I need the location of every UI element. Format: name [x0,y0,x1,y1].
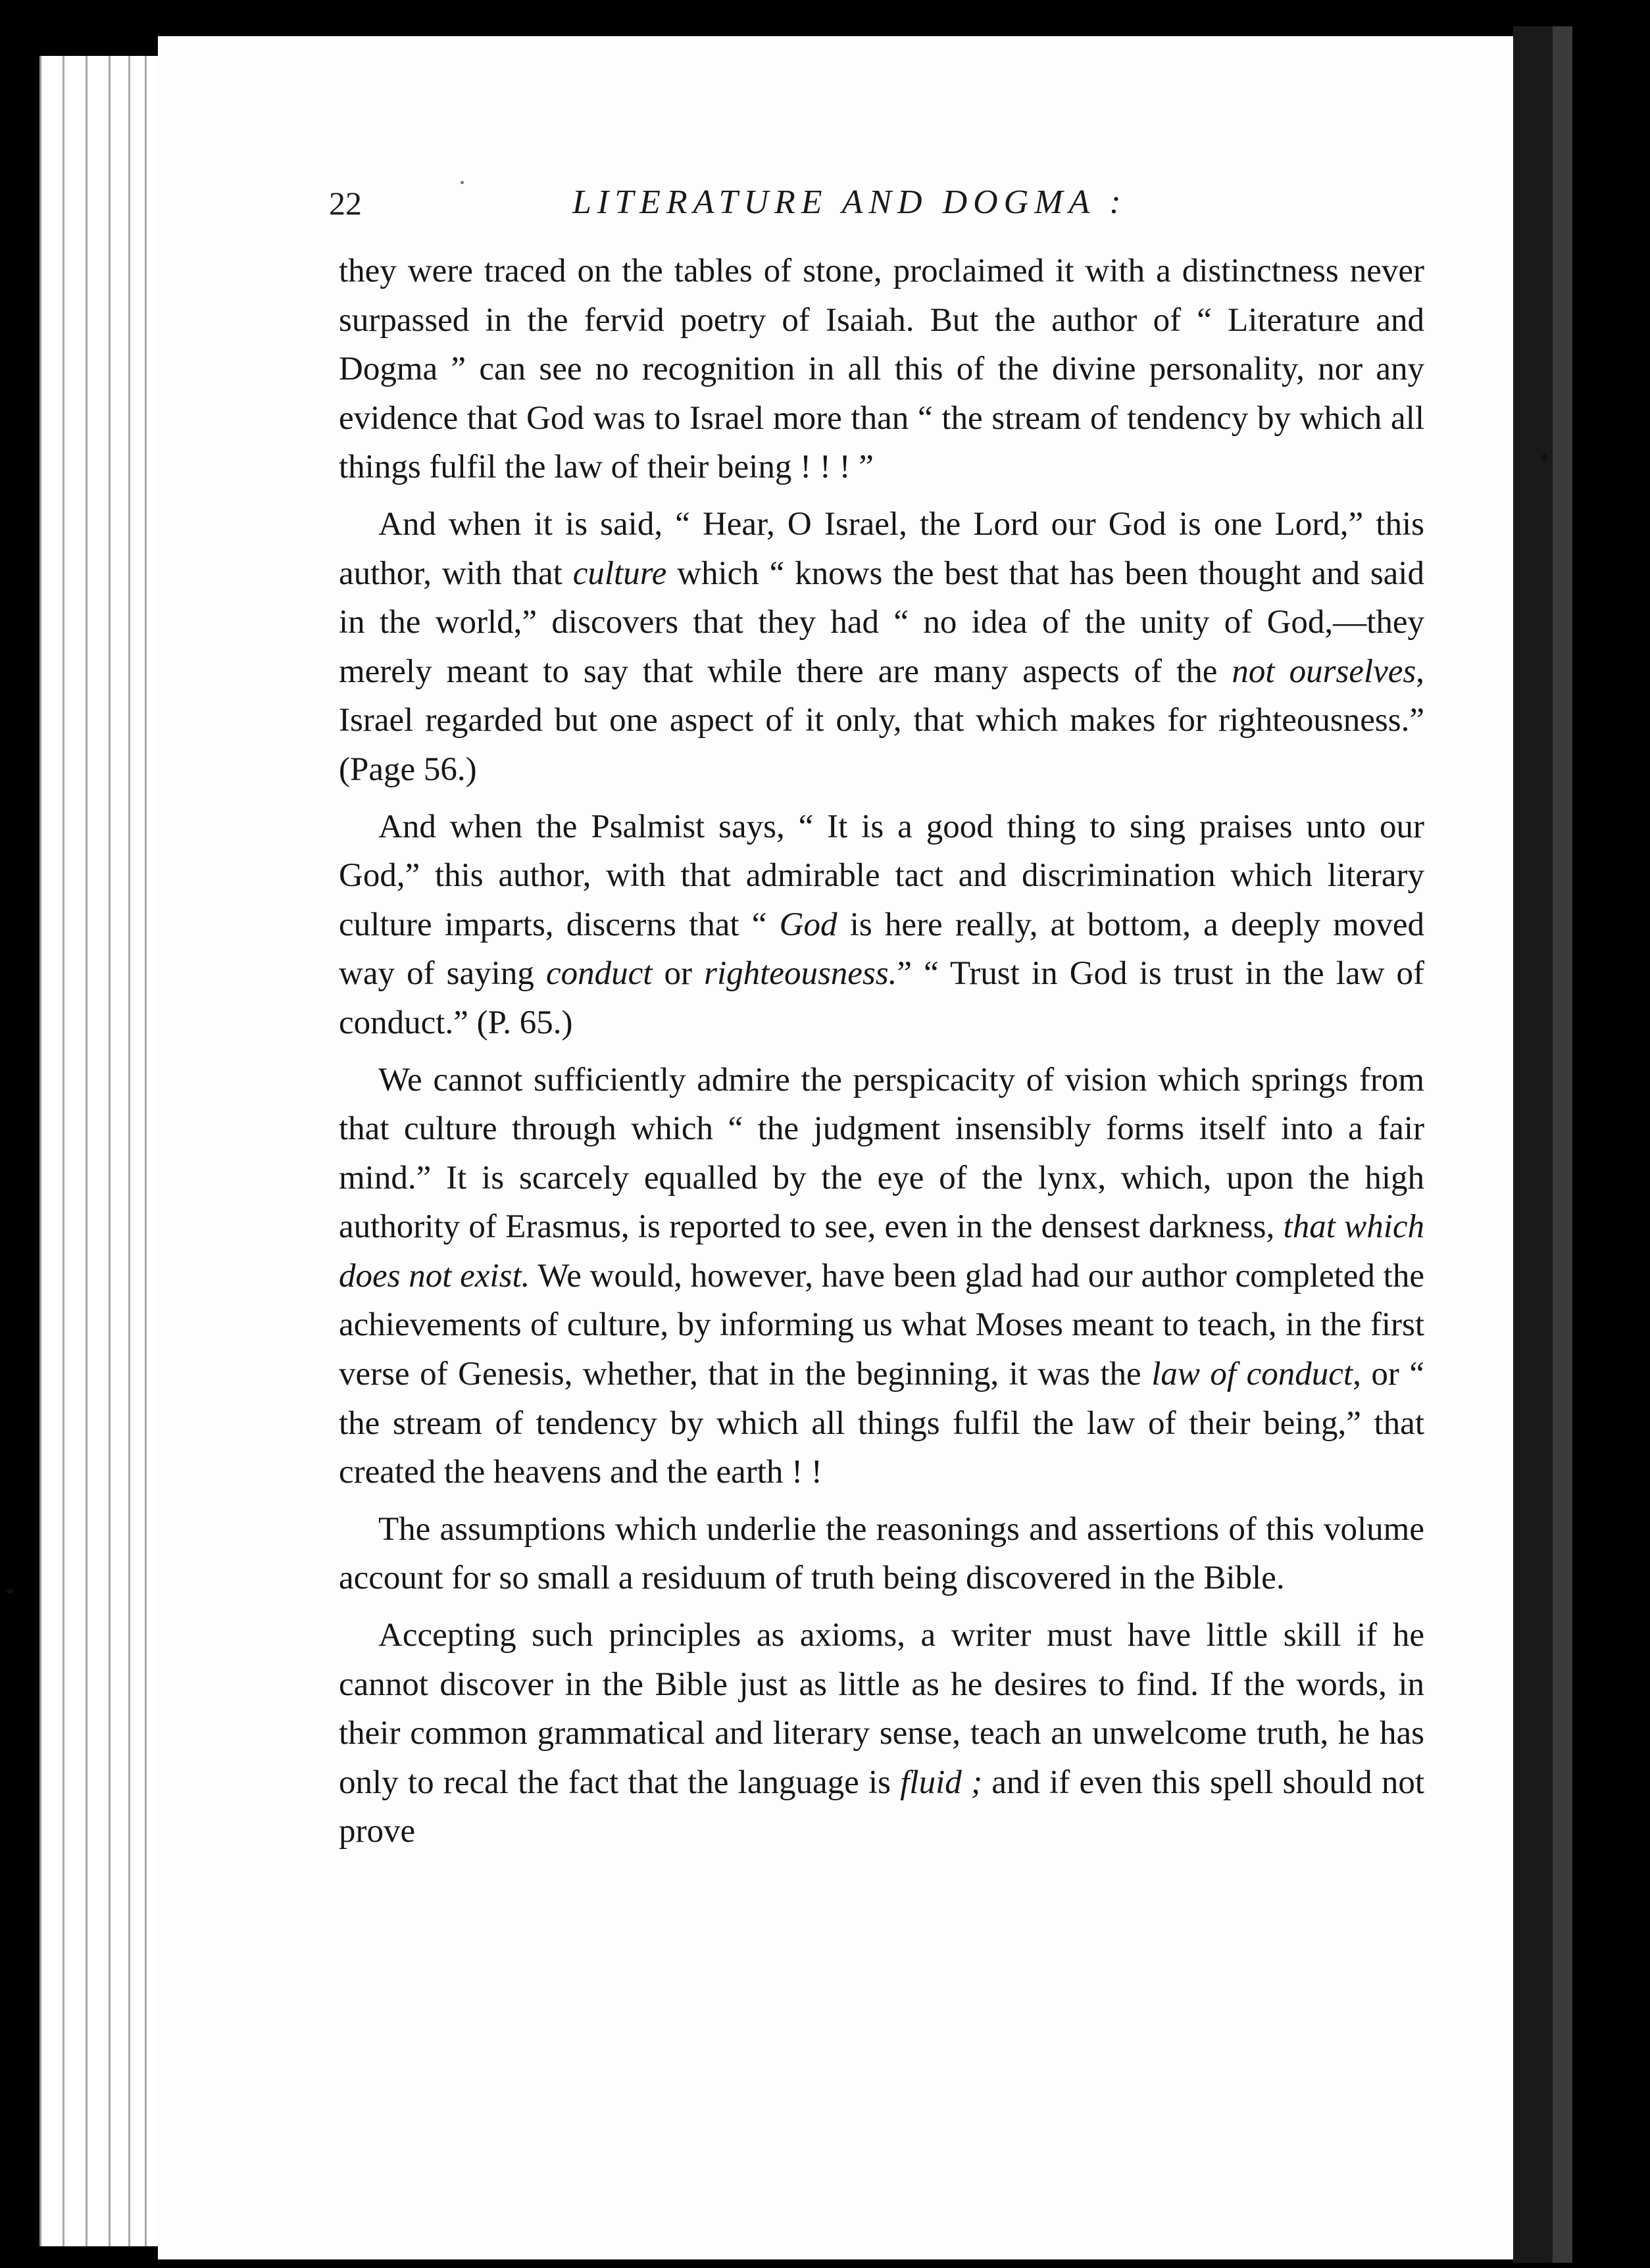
text-run: which “ knows the best that has been thought and said in the world,” discovers that they had “ no idea of the unity of God,—they merely meant to say that while there are many aspects of the [339,555,1424,690]
paragraph [339,802,1424,1048]
text-run: , or “ the stream of tendency by which all things fulfil the law of their being,” that created the heavens and the earth ! ! [339,1356,1424,1491]
page-edge-line [128,56,130,2246]
book-binding-shadow [1513,26,1553,2263]
page-edge-line [109,56,111,2246]
running-title: LITERATURE AND DOGMA : [572,184,1127,221]
page-edge-line [145,56,147,2246]
text-run: And when it is said, “ Hear, O Israel, the Lord our God is one Lord,” this author, with that [339,505,1424,592]
paragraph [339,500,1424,795]
text-run: or [652,955,705,993]
paragraph [339,1505,1424,1603]
page-number: 22 [329,185,362,222]
scan-speck [7,1589,13,1594]
italic-text: righteousness. [704,955,897,993]
text-run: ” “ Trust in God is trust in the law of conduct.” (P. 65.) [339,955,1425,1041]
italic-text: fluid ; [900,1763,982,1801]
italic-text: not ourselves [1232,653,1416,690]
italic-text: culture [572,555,667,592]
italic-text: that which does not exist. [339,1208,1424,1294]
text-run: We cannot sufficiently admire the perspicacity of vision which springs from that culture through which “ the judgment insensibly forms itself into a fair mind.” It is scarcely equalled by the eye of the lynx, which, upon the high authority of Erasmus, is reported to see, even in the densest darkness, [339,1061,1424,1246]
text-run: And when the Psalmist says, “ It is a good thing to sing praises unto our God,” this author, with that admirable tact and discrimination which literary culture imparts, discerns that “ [339,808,1424,943]
text-run: Accepting such principles as axioms, a writer must have little skill if he cannot discover in the Bible just as little as he desires to find. If the words, in their common grammatical and literary sense, teach an unwelcome truth, he has only to recal the fact that the language is [339,1617,1424,1801]
page-header [329,178,1447,237]
text-run: The assumptions which underlie the reasonings and assertions of this volume account for so small a residuum of truth being discovered in the Bible. [339,1510,1424,1597]
italic-text: God [779,906,838,943]
text-run: is here really, at bottom, a deeply moved way of saying [339,906,1424,993]
book-binding-edge [1553,26,1572,2263]
paragraph [339,247,1424,492]
paragraph [339,1056,1424,1497]
text-run: We would, however, have been glad had our author completed the achievements of culture, by informing us what Moses meant to teach, in the first verse of Genesis, whether, that in the beginning, it was the [339,1257,1424,1393]
italic-text: law of conduct [1151,1356,1353,1393]
page-edge-line [63,56,64,2246]
page-edge-line [86,56,88,2246]
paragraph [339,1611,1424,1856]
text-run: , Israel regarded but one aspect of it only, that which makes for righteousness.” (Page 56.) [339,653,1424,788]
scan-speck [1541,454,1547,462]
body-text [339,247,1424,1856]
text-run: they were traced on the tables of stone, proclaimed it with a distinctness never surpassed in the fervid poetry of Isaiah. But the author of “ Literature and Dogma ” can see no recognition in all this of the divine personality, nor any evidence that God was to Israel more than “ the stream of tendency by which all things fulfil the law of their being ! ! ! ” [339,253,1424,486]
italic-text: conduct [545,955,653,993]
text-run: and if even this spell should not prove [339,1763,1424,1850]
